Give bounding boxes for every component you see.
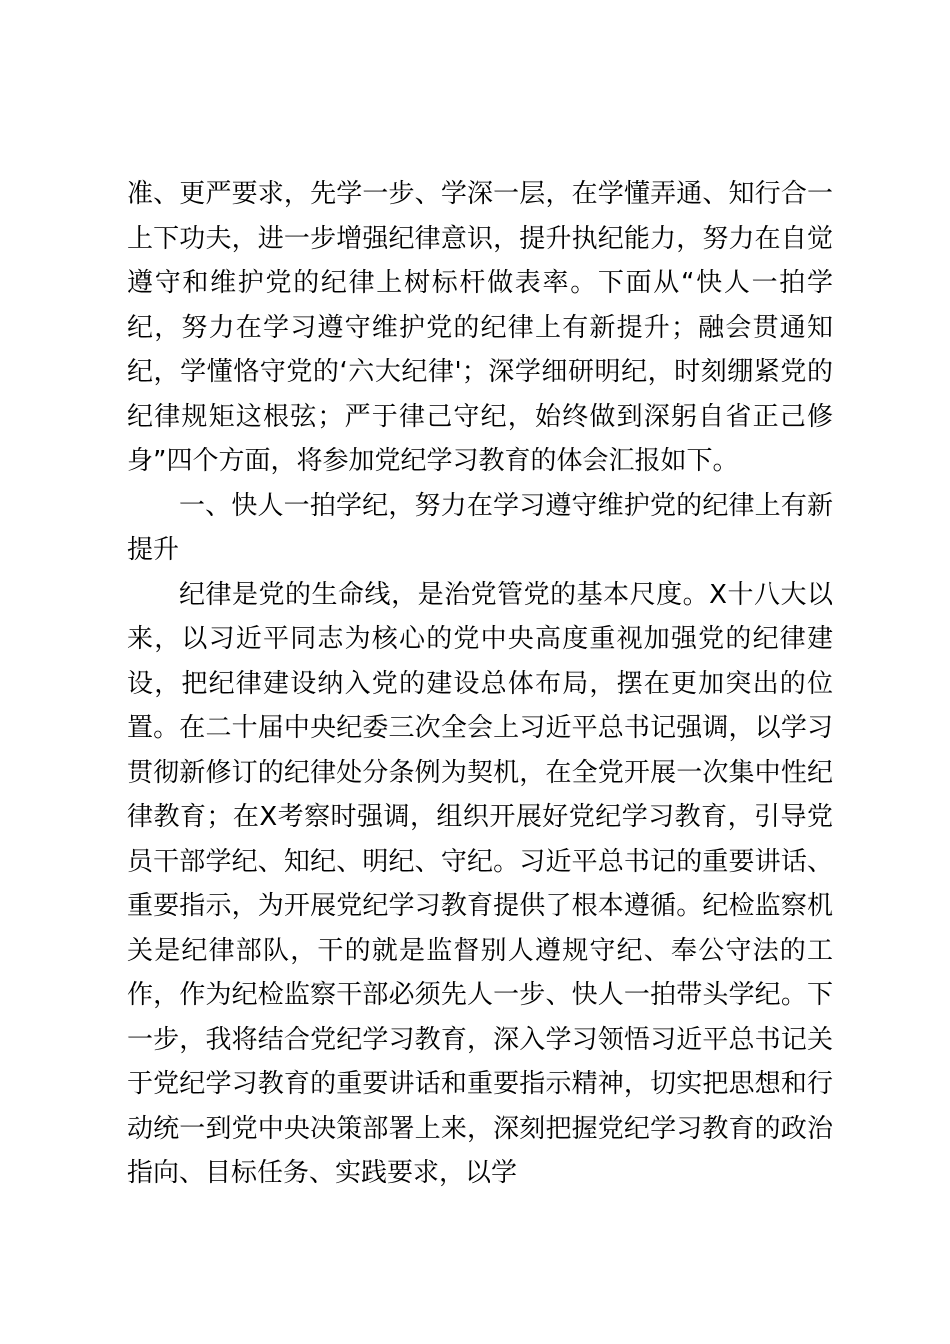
paragraph-intro: 准、更严要求，先学一步、学深一层，在学懂弄通、知行合一上下功夫，进一步增强纪律意识，提升执纪能力，努力在自觉遵守和维护党的纪律上树标杆做表率。下面从“快人一拍学纪，努力在学习遵守维护党的纪律上有新提升；融会贯通知纪，学懂恪守党的‘六大纪律'；深学细研明纪，时刻绷紧党的纪律规矩这根弦；严于律己守纪，始终做到深躬自省正己修身”四个方面，将参加党纪学习教育的体会汇报如下。 — [127, 179, 833, 476]
section-heading-1: 一、快人一拍学纪，努力在学习遵守维护党的纪律上有新提升 — [127, 490, 833, 565]
paragraph-section-1-body: 纪律是党的生命线，是治党管党的基本尺度。X十八大以来，以习近平同志为核心的党中央高度重视加强党的纪律建设，把纪律建设纳入党的建设总体布局，摆在更加突出的位置。在二十届中央纪委三次全会上习近平总书记强调，以学习贯彻新修订的纪律处分条例为契机，在全党开展一次集中性纪律教育；在X考察时强调，组织开展好党纪学习教育，引导党员干部学纪、知纪、明纪、守纪。习近平总书记的重要讲话、重要指示，为开展党纪学习教育提供了根本遵循。纪检监察机关是纪律部队，干的就是监督别人遵规守纪、奉公守法的工作，作为纪检监察干部必须先人一步、快人一拍带头学纪。下一步，我将结合党纪学习教育，深入学习领悟习近平总书记关于党纪学习教育的重要讲话和重要指示精神，切实把思想和行动统一到党中央决策部署上来，深刻把握党纪学习教育的政治指向、目标任务、实践要求，以学 — [127, 579, 833, 1188]
document-body — [127, 172, 833, 1196]
